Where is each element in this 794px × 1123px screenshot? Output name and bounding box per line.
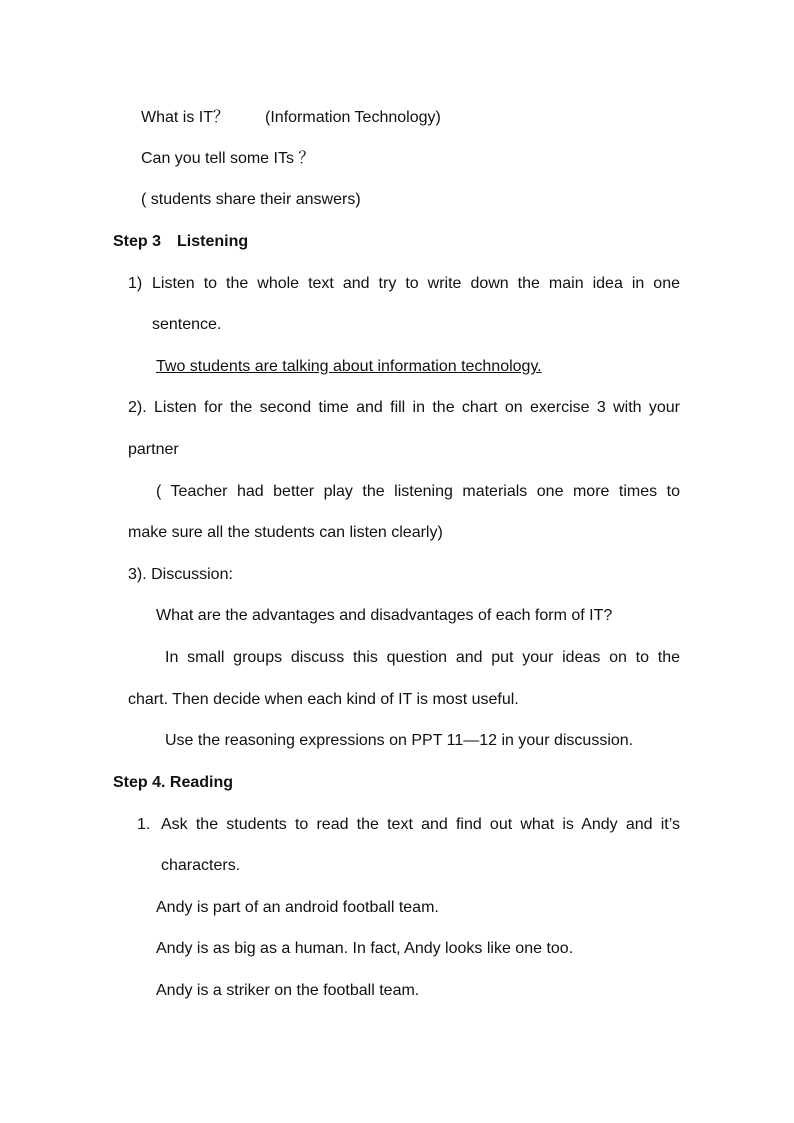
step3-item1-line1: Listen to the whole text and try to write down the main idea in one xyxy=(152,275,680,292)
step3-item2-line1: 2). Listen for the second time and fill in the chart on exercise 3 with your xyxy=(128,399,680,416)
intro-question-2: Can you tell some ITs ？ xyxy=(141,150,315,167)
intro-question-1-text: What is IT？ xyxy=(141,109,230,126)
step3-item1-answer: Two students are talking about information technology. xyxy=(156,358,542,375)
step4-item1-marker: 1. xyxy=(137,816,151,833)
step3-heading-title: Listening xyxy=(177,233,249,250)
step4-item1-line2: characters. xyxy=(161,857,241,874)
step3-item3-note: Use the reasoning expressions on PPT 11—12 in your discussion. xyxy=(165,732,634,749)
step3-item3-question: What are the advantages and disadvantages of each form of IT? xyxy=(156,607,613,624)
step3-item2-note-line2: make sure all the students can listen clearly) xyxy=(128,524,443,541)
step3-item3-para-line2: chart. Then decide when each kind of IT is most useful. xyxy=(128,691,519,708)
intro-question-3: ( students share their answers) xyxy=(141,191,361,208)
step3-heading-step: Step 3 xyxy=(113,233,162,250)
intro-question-1-note: (Information Technology) xyxy=(265,109,441,126)
step3-item3-label: 3). Discussion: xyxy=(128,566,233,583)
step3-item2-line2: partner xyxy=(128,441,179,458)
step4-fact: Andy is as big as a human. In fact, Andy looks like one too. xyxy=(156,940,574,957)
step3-item1-line2: sentence. xyxy=(152,316,222,333)
step4-heading: Step 4. Reading xyxy=(113,774,234,791)
intro-question-1 xyxy=(141,108,441,128)
step4-fact: Andy is part of an android football team. xyxy=(156,899,439,916)
step3-item3-para-line1: In small groups discuss this question and put your ideas on to the xyxy=(165,649,680,666)
step4-item1-line1: Ask the students to read the text and find out what is Andy and it’s xyxy=(161,816,680,833)
step3-heading xyxy=(113,232,248,252)
step4-fact: Andy is a striker on the football team. xyxy=(156,982,420,999)
step3-item1-marker: 1) xyxy=(128,275,143,292)
step3-item2-note-line1: ( Teacher had better play the listening materials one more times to xyxy=(156,483,680,500)
